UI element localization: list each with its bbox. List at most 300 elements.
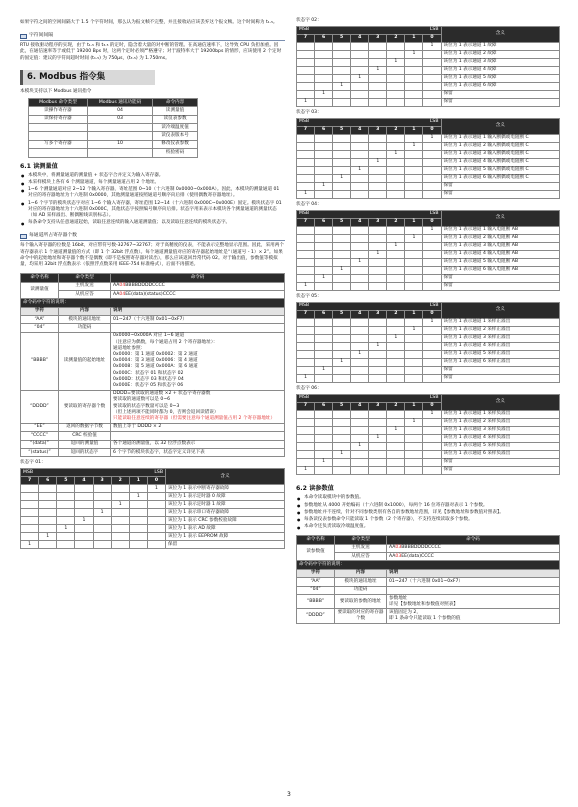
bit-cell	[423, 267, 441, 275]
bit-cell	[405, 351, 423, 359]
bit-cell: 1	[369, 343, 387, 351]
bit-cell	[423, 143, 441, 151]
desc-line: （但上述两项不能同时都为 0，否则会返回读错误）	[113, 409, 219, 415]
bit-cell: 1	[405, 327, 423, 335]
bit-cell: 1	[297, 99, 315, 107]
bit-meaning: 该位为 1 表示通道 2 采样正溢出	[441, 327, 560, 335]
bullet-list	[20, 173, 285, 227]
bit-cell	[369, 91, 387, 99]
bit-cell	[423, 67, 441, 75]
bit-cell	[297, 335, 315, 343]
bit-cell	[297, 243, 315, 251]
bullet-item: ● 本采样模块上各有 6 个测量通道，每个测量通道占用 2 个地址。	[20, 180, 285, 186]
bit-cell	[405, 151, 423, 159]
bit-cell	[351, 51, 369, 59]
bit-cell	[333, 443, 351, 451]
lsb-label: LSB	[423, 303, 441, 311]
bit-cell: 1	[315, 459, 333, 467]
bit-cell	[297, 59, 315, 67]
bit-cell	[333, 411, 351, 419]
meaning-header: 含义	[441, 395, 560, 411]
bit-cell	[387, 283, 405, 291]
bit-cell	[405, 83, 423, 91]
lsb-label: LSB	[147, 469, 165, 477]
bit-cell	[387, 51, 405, 59]
bit-cell	[297, 451, 315, 459]
bit-number: 4	[351, 35, 369, 43]
bit-meaning: 保留	[441, 191, 560, 199]
bit-cell: 1	[351, 443, 369, 451]
bit-row	[297, 283, 560, 291]
bit-cell	[351, 427, 369, 435]
lsb-label: LSB	[423, 119, 441, 127]
protocol-table	[296, 535, 560, 624]
command-cell	[87, 149, 152, 157]
bit-cell	[423, 375, 441, 383]
bit-meaning: 该位为 1 表示通道 3 故障	[441, 59, 560, 67]
bit-number: 7	[297, 311, 315, 319]
bit-cell	[369, 259, 387, 267]
bit-cell	[333, 135, 351, 143]
bit-cell	[351, 143, 369, 151]
bit-number: 0	[423, 35, 441, 43]
status-word-01-table	[20, 468, 285, 549]
bit-number: 4	[351, 311, 369, 319]
field-char: “DDDD”	[21, 390, 59, 423]
bit-cell	[129, 485, 147, 493]
bullet-item: ● 每条读仪表参数命令只能读取 1 个参数（2 个寄存器），不支持连续读取多个参数。	[296, 517, 560, 523]
col-header: 命令名称	[21, 274, 59, 282]
bit-number: 6	[315, 127, 333, 135]
bit-cell	[423, 435, 441, 443]
bit-cell	[423, 443, 441, 451]
bit-cell	[333, 251, 351, 259]
command-row	[29, 140, 198, 148]
bit-meaning: 保留	[166, 541, 285, 549]
command-cell: 读操作寄存器	[29, 107, 88, 115]
bit-cell	[351, 227, 369, 235]
bit-cell	[423, 183, 441, 191]
bit-cell	[333, 67, 351, 75]
bit-cell	[351, 135, 369, 143]
bit-cell	[423, 351, 441, 359]
bit-cell	[423, 99, 441, 107]
bit-cell	[351, 175, 369, 183]
field-name: 要读取的寄存器个数	[59, 390, 111, 423]
bit-cell	[387, 235, 405, 243]
bit-cell	[423, 191, 441, 199]
note-char-interval-header	[20, 32, 285, 41]
bit-cell	[387, 143, 405, 151]
col-header: 命令名称	[297, 536, 335, 544]
bit-number: 0	[423, 219, 441, 227]
bullet-item: ● 本命令读取模块中的参数值。	[296, 495, 560, 501]
bit-cell	[333, 283, 351, 291]
bit-cell	[333, 191, 351, 199]
bit-meaning: 该位为 1 表示通道 4 采样负溢出	[441, 435, 560, 443]
bit-meaning: 该位为 1 表示通道 2 故障	[441, 51, 560, 59]
bit-cell: 1	[387, 59, 405, 67]
bit-row	[297, 319, 560, 327]
bit-row	[297, 159, 560, 167]
bit-cell	[387, 183, 405, 191]
bit-cell	[351, 183, 369, 191]
field-name: 功能码	[59, 324, 111, 332]
status-word-02-table	[296, 26, 560, 107]
send-label: 主机发送	[335, 544, 387, 552]
bit-cell	[111, 493, 129, 501]
desc-line: 01~247（十六进制 0x01~0xF7）	[389, 578, 464, 584]
bit-cell	[297, 83, 315, 91]
bit-cell	[369, 235, 387, 243]
bit-cell: 1	[315, 183, 333, 191]
bit-cell	[333, 167, 351, 175]
bit-cell	[351, 335, 369, 343]
command-table	[28, 98, 198, 158]
left-column	[20, 0, 285, 549]
bit-cell	[333, 351, 351, 359]
bit-cell	[147, 517, 165, 525]
bit-cell	[315, 251, 333, 259]
command-cell: 写多个寄存器	[29, 140, 88, 148]
command-cell: 03	[87, 115, 152, 123]
field-char: “04”	[297, 586, 335, 594]
bit-cell	[369, 143, 387, 151]
bit-cell	[39, 501, 57, 509]
bit-cell	[333, 375, 351, 383]
bit-cell	[315, 99, 333, 107]
bit-cell	[387, 375, 405, 383]
bit-meaning: 该位为 1 表示通道 5 采样负溢出	[441, 443, 560, 451]
field-desc	[111, 448, 285, 456]
bit-cell	[333, 467, 351, 475]
bit-number: 5	[333, 403, 351, 411]
bit-cell	[387, 259, 405, 267]
bit-meaning: 该位为 1 表示通道 2 采样负溢出	[441, 419, 560, 427]
bit-cell	[297, 327, 315, 335]
bit-cell	[75, 541, 93, 549]
bit-cell	[351, 327, 369, 335]
bit-meaning: 该位为 1 表示通道 4 输入电阻断 AB	[441, 251, 560, 259]
bit-number: 1	[129, 477, 147, 485]
bit-cell	[315, 151, 333, 159]
bit-meaning: 该位为 1 表示中断寄存器故障	[166, 485, 285, 493]
field-desc	[387, 578, 560, 586]
bit-cell	[315, 159, 333, 167]
bit-cell	[369, 275, 387, 283]
bit-cell	[351, 367, 369, 375]
status-caption: 状态字 05：	[296, 294, 322, 299]
bullet-item: ● 每条命令支持从任意通道起始，读取任意连续的输入通道测量值；以及读取任意连续的模块状态字。	[20, 220, 285, 226]
bit-cell	[21, 485, 39, 493]
bit-cell	[57, 533, 75, 541]
bit-cell	[111, 517, 129, 525]
bit-meaning: 该位为 1 表示通道 6 输入电阻断 AB	[441, 267, 560, 275]
desc-line: 6 个字节的模块状态字，状态字定义详见下表	[113, 449, 205, 455]
bit-cell	[315, 335, 333, 343]
bit-cell	[369, 99, 387, 107]
bit-cell	[423, 167, 441, 175]
bit-cell	[93, 525, 111, 533]
bit-cell	[405, 283, 423, 291]
bit-meaning: 该位为 1 表示通道 4 故障	[441, 67, 560, 75]
desc-line: 0x0000~0x000A 对应 1~6 通道	[113, 333, 185, 339]
command-row	[29, 149, 198, 157]
field-header: 内容	[335, 569, 387, 577]
desc-line: 要读取的通道数可以是 0~6	[113, 397, 171, 403]
bit-cell	[75, 509, 93, 517]
bit-cell	[369, 75, 387, 83]
field-char: “(status)”	[21, 448, 59, 456]
bit-cell	[57, 493, 75, 501]
bit-cell	[297, 75, 315, 83]
bit-cell	[351, 343, 369, 351]
bit-cell	[405, 43, 423, 51]
bit-meaning: 该位为 1 表示通道 6 输入断偶或电阻断 C	[441, 175, 560, 183]
bit-number: 5	[333, 127, 351, 135]
bit-number: 7	[297, 127, 315, 135]
bit-cell	[297, 235, 315, 243]
bit-cell	[315, 191, 333, 199]
bit-meaning: 该位为 1 表示通道 6 采样正溢出	[441, 359, 560, 367]
lsb-label: LSB	[423, 27, 441, 35]
bit-cell	[387, 135, 405, 143]
bit-cell	[129, 533, 147, 541]
bit-meaning: 保留	[441, 91, 560, 99]
field-row	[21, 448, 285, 456]
bit-number: 5	[333, 311, 351, 319]
bit-cell: 1	[423, 135, 441, 143]
meaning-header: 含义	[441, 27, 560, 43]
msb-label: MSB	[297, 119, 423, 127]
bit-cell	[297, 135, 315, 143]
bit-cell	[405, 159, 423, 167]
bit-cell	[387, 367, 405, 375]
bit-cell	[315, 135, 333, 143]
field-header: 内容	[59, 307, 111, 315]
bit-cell: 1	[39, 533, 57, 541]
bit-cell: 1	[369, 67, 387, 75]
bit-cell	[57, 541, 75, 549]
bit-row	[297, 343, 560, 351]
bit-cell	[387, 191, 405, 199]
field-char: “04”	[21, 324, 59, 332]
response-code: AA03EE(data)CCCC	[387, 553, 560, 561]
bit-meaning: 该位为 1 表示定时器 1 故障	[166, 501, 285, 509]
bit-row	[297, 359, 560, 367]
bit-row	[21, 509, 285, 517]
bit-cell	[297, 183, 315, 191]
bit-cell	[93, 485, 111, 493]
bullet-item: ● 本模块中，将测量通道的测量值 + 状态字合并定义为输入寄存器。	[20, 173, 285, 179]
bit-row	[297, 351, 560, 359]
bit-number: 6	[315, 311, 333, 319]
desc-line: 该值固定为 2，	[389, 610, 421, 616]
field-desc	[111, 332, 285, 390]
bit-cell	[111, 541, 129, 549]
bit-cell	[351, 411, 369, 419]
bit-number: 2	[111, 477, 129, 485]
bit-cell	[387, 435, 405, 443]
bit-cell	[423, 91, 441, 99]
command-row	[29, 115, 198, 123]
bit-row	[297, 335, 560, 343]
bit-cell	[351, 67, 369, 75]
bit-cell	[297, 151, 315, 159]
bit-cell	[297, 259, 315, 267]
bit-cell: 1	[297, 283, 315, 291]
bit-cell	[351, 459, 369, 467]
bit-cell	[333, 419, 351, 427]
bit-cell	[111, 485, 129, 493]
bit-cell: 1	[297, 375, 315, 383]
bit-cell	[297, 227, 315, 235]
bit-cell	[315, 235, 333, 243]
bit-cell	[333, 51, 351, 59]
bit-cell	[315, 83, 333, 91]
bit-cell	[423, 243, 441, 251]
bit-cell	[369, 191, 387, 199]
book-icon	[20, 34, 27, 39]
command-cell: 校验密码	[153, 149, 198, 157]
bit-cell	[315, 51, 333, 59]
bit-row	[297, 443, 560, 451]
command-cell: 10	[87, 140, 152, 148]
bit-meaning: 该位为 1 表示 AD 故障	[166, 525, 285, 533]
bit-cell	[387, 467, 405, 475]
bit-meaning: 保留	[441, 467, 560, 475]
bit-cell	[405, 91, 423, 99]
bit-cell	[369, 359, 387, 367]
bit-cell	[147, 533, 165, 541]
field-char: “AA”	[21, 316, 59, 324]
bit-row	[297, 259, 560, 267]
bit-cell	[369, 459, 387, 467]
bit-cell	[333, 183, 351, 191]
status-caption: 状态字 03：	[296, 110, 322, 115]
bit-cell: 1	[333, 83, 351, 91]
bit-meaning: 该位为 1 表示通道 3 采样正溢出	[441, 335, 560, 343]
bit-number: 1	[405, 403, 423, 411]
bit-cell	[369, 135, 387, 143]
bit-cell	[315, 427, 333, 435]
bit-cell	[93, 533, 111, 541]
bit-cell: 1	[147, 485, 165, 493]
bit-cell	[369, 183, 387, 191]
bit-meaning: 该位为 1 表示通道 5 采样正溢出	[441, 351, 560, 359]
desc-line: 0x0000：第 1 通道 0x0002：第 2 通道	[113, 351, 198, 357]
bit-cell	[21, 493, 39, 501]
bit-cell	[315, 419, 333, 427]
bit-cell	[297, 67, 315, 75]
bullet-item: ● 参数地址并不连续，针对不同参数类别有各自的参数地址范围，详见【参数地址和参数值对照表】。	[296, 510, 560, 516]
bit-cell	[423, 367, 441, 375]
desc-line: 0x000C：状态字 01 和状态字 02	[113, 370, 184, 376]
command-cell: 04	[87, 107, 152, 115]
bit-cell	[297, 411, 315, 419]
bit-cell	[387, 91, 405, 99]
desc-line: DDDD=要读取的通道数 ×2 + 状态字寄存器数	[113, 391, 211, 397]
bit-row	[297, 43, 560, 51]
bit-cell	[297, 251, 315, 259]
bit-meaning: 该位为 1 表示通道 1 采样正溢出	[441, 319, 560, 327]
bit-cell	[315, 435, 333, 443]
bit-cell	[315, 75, 333, 83]
bit-cell	[423, 83, 441, 91]
bit-cell	[147, 541, 165, 549]
bit-cell	[369, 43, 387, 51]
bit-row	[297, 51, 560, 59]
command-cell: 读仪表参数	[153, 115, 198, 123]
bit-cell	[333, 91, 351, 99]
field-row	[21, 390, 285, 423]
bit-cell	[315, 411, 333, 419]
bit-cell	[297, 443, 315, 451]
field-row	[21, 316, 285, 324]
field-name: 模块的通讯地址	[59, 316, 111, 324]
desc-line: 参数地址	[389, 595, 408, 601]
desc-line: 即 1 条命令只能读取 1 个参数的值	[389, 616, 461, 622]
bit-cell: 1	[369, 251, 387, 259]
bit-cell	[315, 319, 333, 327]
bit-cell	[21, 517, 39, 525]
bit-cell	[75, 501, 93, 509]
bit-row	[21, 501, 285, 509]
bit-cell	[39, 485, 57, 493]
bit-cell	[351, 235, 369, 243]
bit-row	[21, 517, 285, 525]
bit-row	[297, 267, 560, 275]
bit-number: 5	[333, 35, 351, 43]
bit-cell	[333, 227, 351, 235]
bit-number: 1	[405, 127, 423, 135]
status-word-03-table	[296, 118, 560, 199]
bit-cell	[297, 435, 315, 443]
bit-cell	[111, 525, 129, 533]
bit-row	[297, 151, 560, 159]
bit-cell	[351, 151, 369, 159]
field-char: “BBBB”	[297, 594, 335, 609]
desc-line: 详见【参数地址和参数值对照表】	[389, 601, 458, 607]
bit-row	[297, 235, 560, 243]
desc-line: 0x0004：第 3 通道 0x0006：第 4 通道	[113, 358, 198, 364]
bit-cell	[387, 159, 405, 167]
bit-cell	[351, 283, 369, 291]
bit-cell	[129, 517, 147, 525]
note-title: 每通道所占寄存器个数	[29, 233, 77, 239]
bit-cell: 1	[333, 359, 351, 367]
bit-cell	[369, 175, 387, 183]
bit-cell	[405, 167, 423, 175]
bit-cell	[387, 451, 405, 459]
bit-number: 3	[369, 311, 387, 319]
bit-meaning: 该位为 1 表示通道 3 采样负溢出	[441, 427, 560, 435]
status-caption: 状态字 06：	[296, 386, 322, 391]
bit-cell	[405, 427, 423, 435]
command-cell: 读保持寄存器	[29, 115, 88, 123]
bit-meaning: 该位为 1 表示通道 3 输入电阻断 AB	[441, 243, 560, 251]
bit-cell	[315, 359, 333, 367]
status-caption: 状态字 01：	[20, 460, 46, 466]
bit-cell	[405, 275, 423, 283]
field-row	[297, 609, 560, 624]
bit-cell	[351, 375, 369, 383]
bit-cell	[351, 191, 369, 199]
bit-cell	[369, 443, 387, 451]
group-header: 命令码中字符的说明：	[21, 299, 285, 307]
field-char: “EE”	[21, 423, 59, 431]
bit-number: 5	[333, 219, 351, 227]
